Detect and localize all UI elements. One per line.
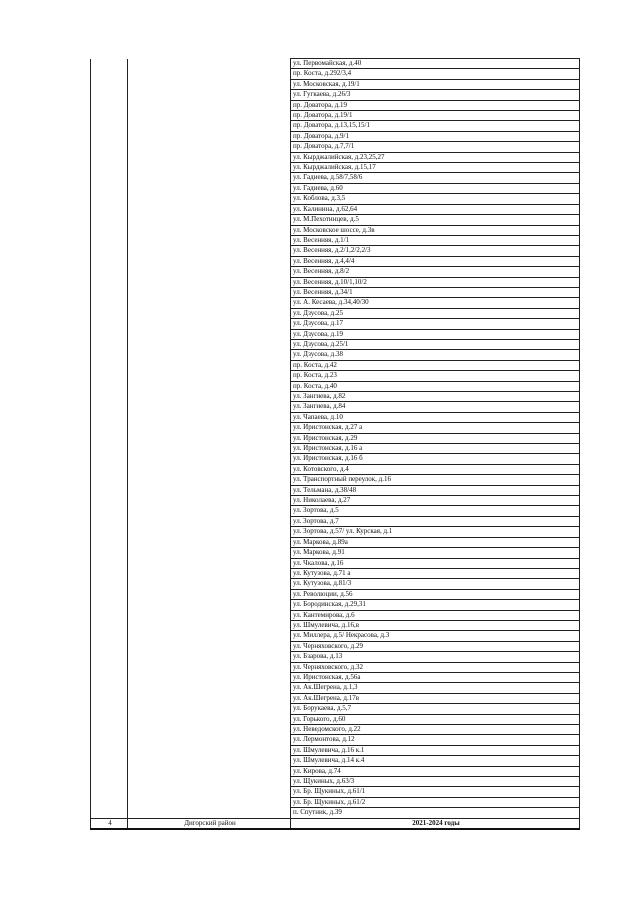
address-cell: ул. Шмулевича, д.14 к.4: [291, 756, 580, 766]
table-row: [91, 163, 580, 173]
address-cell: ул. Революции, д.56: [291, 589, 580, 599]
number-cell: [91, 516, 128, 526]
address-cell: ул. Кырджалийская, д.23,25,27: [291, 152, 580, 162]
number-cell: [91, 339, 128, 349]
district-cell: [128, 652, 291, 662]
table-row: [91, 631, 580, 641]
table-row: [91, 173, 580, 183]
district-cell: [128, 797, 291, 807]
table-row: [91, 246, 580, 256]
address-cell: ул. Бр. Щукиных, д.61/2: [291, 797, 580, 807]
address-cell: ул. Кутузова, д.71 а: [291, 568, 580, 578]
district-cell: [128, 360, 291, 370]
district-cell: [128, 444, 291, 454]
number-cell: [91, 235, 128, 245]
address-cell: ул. А. Кесаева, д.34,40/30: [291, 298, 580, 308]
address-cell: ул. Кутузова, д.81/3: [291, 579, 580, 589]
table-row: [91, 506, 580, 516]
district-cell: [128, 631, 291, 641]
district-cell: [128, 277, 291, 287]
number-cell: [91, 360, 128, 370]
table-row: [91, 808, 580, 818]
table-row: [91, 319, 580, 329]
address-cell: ул. Иристонская, д.16 б: [291, 454, 580, 464]
table-row: [91, 610, 580, 620]
table-row: [91, 777, 580, 787]
number-cell: [91, 402, 128, 412]
number-cell: [91, 558, 128, 568]
table-row: [91, 90, 580, 100]
table-row: [91, 652, 580, 662]
address-cell: пр. Доватора, д.9/1: [291, 131, 580, 141]
number-cell: [91, 204, 128, 214]
table-row: [91, 485, 580, 495]
address-cell: ул. Весенняя, д.8/2: [291, 267, 580, 277]
district-cell: [128, 194, 291, 204]
table-row: [91, 766, 580, 776]
number-cell: [91, 267, 128, 277]
address-cell: ул. Дзусова, д.25: [291, 308, 580, 318]
address-cell: ул. Ак.Шегрена, д.17в: [291, 693, 580, 703]
district-cell: [128, 548, 291, 558]
table-row: [91, 496, 580, 506]
number-cell: [91, 683, 128, 693]
table-row: [91, 475, 580, 485]
number-cell: [91, 787, 128, 797]
table-row: [91, 683, 580, 693]
address-cell: ул. Кирова, д.74: [291, 766, 580, 776]
number-cell: [91, 464, 128, 474]
number-cell: [91, 745, 128, 755]
district-cell: [128, 225, 291, 235]
address-cell: ул. Коблова, д.3,5: [291, 194, 580, 204]
district-cell: [128, 641, 291, 651]
address-cell: ул. Чкалова, д.16: [291, 558, 580, 568]
number-cell: [91, 350, 128, 360]
district-cell: [128, 620, 291, 630]
table-row: [91, 235, 580, 245]
district-cell: [128, 267, 291, 277]
district-cell: [128, 464, 291, 474]
table-row: [91, 787, 580, 797]
district-cell: [128, 787, 291, 797]
table-row: [91, 579, 580, 589]
district-cell: [128, 454, 291, 464]
district-name: Дигорский район: [128, 818, 291, 829]
table-row: [91, 641, 580, 651]
number-cell: [91, 163, 128, 173]
table-row: [91, 183, 580, 193]
district-cell: [128, 173, 291, 183]
table-row: [91, 142, 580, 152]
number-cell: [91, 620, 128, 630]
table-row: [91, 152, 580, 162]
address-cell: ул. Кырджалийская, д.15,17: [291, 163, 580, 173]
district-cell: [128, 163, 291, 173]
table-row: [91, 412, 580, 422]
number-cell: [91, 142, 128, 152]
address-cell: пр. Коста, д.42: [291, 360, 580, 370]
address-cell: ул. Николаева, д.27: [291, 496, 580, 506]
table-row: [91, 537, 580, 547]
number-cell: [91, 308, 128, 318]
table-row: [91, 287, 580, 297]
address-cell: ул. Иристонская, д.56а: [291, 672, 580, 682]
address-cell: ул. Щукиных, д.63/3: [291, 777, 580, 787]
district-cell: [128, 69, 291, 79]
table-row: [91, 756, 580, 766]
table-row: [91, 371, 580, 381]
address-cell: ул. Первомайская, д.40: [291, 59, 580, 69]
district-cell: [128, 204, 291, 214]
number-cell: [91, 808, 128, 818]
number-cell: [91, 111, 128, 121]
number-cell: [91, 423, 128, 433]
table-row: [91, 423, 580, 433]
number-cell: [91, 662, 128, 672]
address-cell: ул. Весенняя, д.4,4/4: [291, 256, 580, 266]
address-cell: пр. Доватора, д.13,15,15/1: [291, 121, 580, 131]
number-cell: [91, 194, 128, 204]
district-cell: [128, 329, 291, 339]
table-row: [91, 277, 580, 287]
address-cell: ул. Горького, д.60: [291, 714, 580, 724]
number-cell: [91, 631, 128, 641]
district-cell: [128, 152, 291, 162]
table-row: [91, 797, 580, 807]
district-cell: [128, 246, 291, 256]
table-row: [91, 662, 580, 672]
table-row: [91, 121, 580, 131]
number-cell: [91, 59, 128, 69]
table-row: [91, 308, 580, 318]
number-cell: [91, 527, 128, 537]
number-cell: [91, 215, 128, 225]
table-row: [91, 620, 580, 630]
address-cell: пр. Доватора, д.19: [291, 100, 580, 110]
district-cell: [128, 402, 291, 412]
table-row: [91, 69, 580, 79]
address-cell: пр. Коста, д.292/3,4: [291, 69, 580, 79]
address-cell: ул. Борукаева, д.5,7: [291, 704, 580, 714]
address-cell: ул. Зортова, д.7: [291, 516, 580, 526]
table-row: [91, 329, 580, 339]
address-cell: ул. Иристонская, д.16 а: [291, 444, 580, 454]
district-cell: [128, 756, 291, 766]
number-cell: [91, 256, 128, 266]
number-cell: [91, 69, 128, 79]
table-row: [91, 194, 580, 204]
number-cell: [91, 641, 128, 651]
table-row: [91, 558, 580, 568]
address-table-body: [91, 59, 580, 819]
address-cell: ул. Шмулевича, д.16,в: [291, 620, 580, 630]
address-cell: ул. Зортова, д.5: [291, 506, 580, 516]
number-cell: [91, 287, 128, 297]
table-row: [91, 714, 580, 724]
number-cell: [91, 100, 128, 110]
number-cell: [91, 735, 128, 745]
address-cell: ул. Бр. Щукиных, д.61/1: [291, 787, 580, 797]
table-row: [91, 589, 580, 599]
table-row: [91, 693, 580, 703]
table-row: [91, 735, 580, 745]
number-cell: [91, 329, 128, 339]
district-cell: [128, 215, 291, 225]
district-cell: [128, 235, 291, 245]
number-cell: [91, 548, 128, 558]
number-cell: [91, 121, 128, 131]
address-cell: ул. Ак.Шегрена, д.1,3: [291, 683, 580, 693]
district-row: [91, 818, 580, 829]
number-cell: [91, 537, 128, 547]
district-cell: [128, 392, 291, 402]
address-cell: ул. Бородинская, д.29,31: [291, 600, 580, 610]
address-cell: ул. Черняховского, д.32: [291, 662, 580, 672]
address-cell: ул. Маркова, д.89а: [291, 537, 580, 547]
number-cell: [91, 610, 128, 620]
address-cell: ул. Зортова, д.57/ ул. Курская, д.1: [291, 527, 580, 537]
address-cell: пр. Доватора, д.7,7/1: [291, 142, 580, 152]
address-cell: ул. Зангиева, д.82: [291, 392, 580, 402]
address-cell: ул. Иристонская, д.27 а: [291, 423, 580, 433]
number-cell: [91, 568, 128, 578]
district-cell: [128, 350, 291, 360]
table-row: [91, 433, 580, 443]
number-cell: [91, 704, 128, 714]
number-cell: [91, 183, 128, 193]
number-cell: [91, 475, 128, 485]
district-cell: [128, 381, 291, 391]
district-cell: [128, 100, 291, 110]
table-row: [91, 111, 580, 121]
district-cell: [128, 714, 291, 724]
district-cell: [128, 496, 291, 506]
address-cell: ул. М.Пехотинцев, д.5: [291, 215, 580, 225]
district-cell: [128, 475, 291, 485]
table-row: [91, 600, 580, 610]
number-cell: [91, 756, 128, 766]
address-cell: ул. Весенняя, д.1/1: [291, 235, 580, 245]
table-row: [91, 225, 580, 235]
district-cell: [128, 693, 291, 703]
number-cell: [91, 485, 128, 495]
table-row: [91, 704, 580, 714]
address-table: [90, 58, 580, 830]
table-row: [91, 548, 580, 558]
district-cell: [128, 121, 291, 131]
address-cell: ул. Весенняя, д.10/1,10/2: [291, 277, 580, 287]
district-cell: [128, 142, 291, 152]
district-cell: [128, 725, 291, 735]
table-row: [91, 725, 580, 735]
district-cell: [128, 308, 291, 318]
number-cell: [91, 79, 128, 89]
number-cell: [91, 672, 128, 682]
district-cell: [128, 745, 291, 755]
table-row: [91, 267, 580, 277]
district-cell: [128, 600, 291, 610]
district-cell: [128, 298, 291, 308]
district-cell: [128, 485, 291, 495]
table-row: [91, 444, 580, 454]
address-cell: ул. Весенняя, д.34/1: [291, 287, 580, 297]
district-cell: [128, 371, 291, 381]
number-cell: [91, 277, 128, 287]
address-cell: ул. Дзусова, д.25/1: [291, 339, 580, 349]
district-cell: [128, 339, 291, 349]
number-cell: [91, 371, 128, 381]
table-row: [91, 131, 580, 141]
number-cell: [91, 152, 128, 162]
table-row: [91, 360, 580, 370]
number-cell: [91, 433, 128, 443]
number-cell: [91, 714, 128, 724]
address-cell: ул. Дзусова, д.17: [291, 319, 580, 329]
district-cell: [128, 433, 291, 443]
address-cell: ул. Маркова, д.91: [291, 548, 580, 558]
table-row: [91, 204, 580, 214]
address-cell: пр. Коста, д.40: [291, 381, 580, 391]
table-row: [91, 79, 580, 89]
address-cell: ул. Калинина, д.62,64: [291, 204, 580, 214]
table-row: [91, 100, 580, 110]
table-row: [91, 672, 580, 682]
address-cell: ул. Весенняя, д.2/1,2/2,2/3: [291, 246, 580, 256]
number-cell: [91, 496, 128, 506]
address-cell: ул. Лермонтова, д.12: [291, 735, 580, 745]
address-cell: пр. Коста, д.23: [291, 371, 580, 381]
address-cell: ул. Дзусова, д.19: [291, 329, 580, 339]
number-cell: [91, 392, 128, 402]
table-row: [91, 454, 580, 464]
district-cell: [128, 777, 291, 787]
district-cell: [128, 808, 291, 818]
district-cell: [128, 610, 291, 620]
table-row: [91, 527, 580, 537]
number-cell: [91, 319, 128, 329]
number-cell: [91, 600, 128, 610]
address-cell: ул. Миллера, д.5/ Некрасова, д.3: [291, 631, 580, 641]
number-cell: [91, 652, 128, 662]
address-cell: ул. Черняховского, д.29: [291, 641, 580, 651]
program-years: 2021-2024 годы: [291, 818, 580, 829]
district-cell: [128, 568, 291, 578]
address-cell: ул. Дзусова, д.38: [291, 350, 580, 360]
district-cell: [128, 183, 291, 193]
district-cell: [128, 90, 291, 100]
district-cell: [128, 589, 291, 599]
district-cell: [128, 287, 291, 297]
number-cell: [91, 444, 128, 454]
district-cell: [128, 111, 291, 121]
district-cell: [128, 412, 291, 422]
district-cell: [128, 662, 291, 672]
district-cell: [128, 579, 291, 589]
district-cell: [128, 683, 291, 693]
table-row: [91, 256, 580, 266]
table-row: [91, 516, 580, 526]
table-row: [91, 392, 580, 402]
address-cell: ул. Шмулевича, д.16 к.1: [291, 745, 580, 755]
table-row: [91, 402, 580, 412]
district-cell: [128, 256, 291, 266]
district-cell: [128, 766, 291, 776]
address-cell: ул. Тельмана, д.38/48: [291, 485, 580, 495]
number-cell: [91, 766, 128, 776]
address-cell: ул. Московское шоссе, д.3в: [291, 225, 580, 235]
district-cell: [128, 59, 291, 69]
row-number: 4: [91, 818, 128, 829]
number-cell: [91, 246, 128, 256]
address-cell: ул. Московская, д.19/1: [291, 79, 580, 89]
table-row: [91, 568, 580, 578]
table-row: [91, 464, 580, 474]
address-cell: ул. Иристонская, д.29: [291, 433, 580, 443]
number-cell: [91, 298, 128, 308]
district-cell: [128, 79, 291, 89]
number-cell: [91, 725, 128, 735]
district-cell: [128, 704, 291, 714]
number-cell: [91, 225, 128, 235]
address-cell: ул. Котовского, д.4: [291, 464, 580, 474]
district-cell: [128, 537, 291, 547]
number-cell: [91, 693, 128, 703]
district-cell: [128, 527, 291, 537]
district-cell: [128, 131, 291, 141]
table-row: [91, 339, 580, 349]
address-cell: ул. Гугкаева, д.26/3: [291, 90, 580, 100]
address-cell: пр. Доватора, д.19/1: [291, 111, 580, 121]
number-cell: [91, 506, 128, 516]
number-cell: [91, 412, 128, 422]
table-row: [91, 381, 580, 391]
number-cell: [91, 777, 128, 787]
district-cell: [128, 516, 291, 526]
address-cell: ул. Транспортный переулок, д.16: [291, 475, 580, 485]
table-row: [91, 215, 580, 225]
number-cell: [91, 131, 128, 141]
address-cell: ул. Неведомского, д.22: [291, 725, 580, 735]
address-cell: ул. Зангиева, д.84: [291, 402, 580, 412]
address-cell: ул. Гадиева, д.60: [291, 183, 580, 193]
address-cell: ул. Чапаева, д.10: [291, 412, 580, 422]
address-cell: ул. Кантемирова, д.6: [291, 610, 580, 620]
table-row: [91, 350, 580, 360]
district-cell: [128, 319, 291, 329]
number-cell: [91, 173, 128, 183]
number-cell: [91, 797, 128, 807]
table-row: [91, 298, 580, 308]
number-cell: [91, 381, 128, 391]
number-cell: [91, 454, 128, 464]
table-row: [91, 745, 580, 755]
table-row: [91, 59, 580, 69]
district-cell: [128, 672, 291, 682]
number-cell: [91, 579, 128, 589]
district-cell: [128, 506, 291, 516]
address-cell: ул. Гадиева, д.58/7,58/6: [291, 173, 580, 183]
number-cell: [91, 90, 128, 100]
district-cell: [128, 558, 291, 568]
district-cell: [128, 423, 291, 433]
address-cell: п. Спутник, д.39: [291, 808, 580, 818]
district-cell: [128, 735, 291, 745]
number-cell: [91, 589, 128, 599]
address-cell: ул. Бзарова, д.13: [291, 652, 580, 662]
